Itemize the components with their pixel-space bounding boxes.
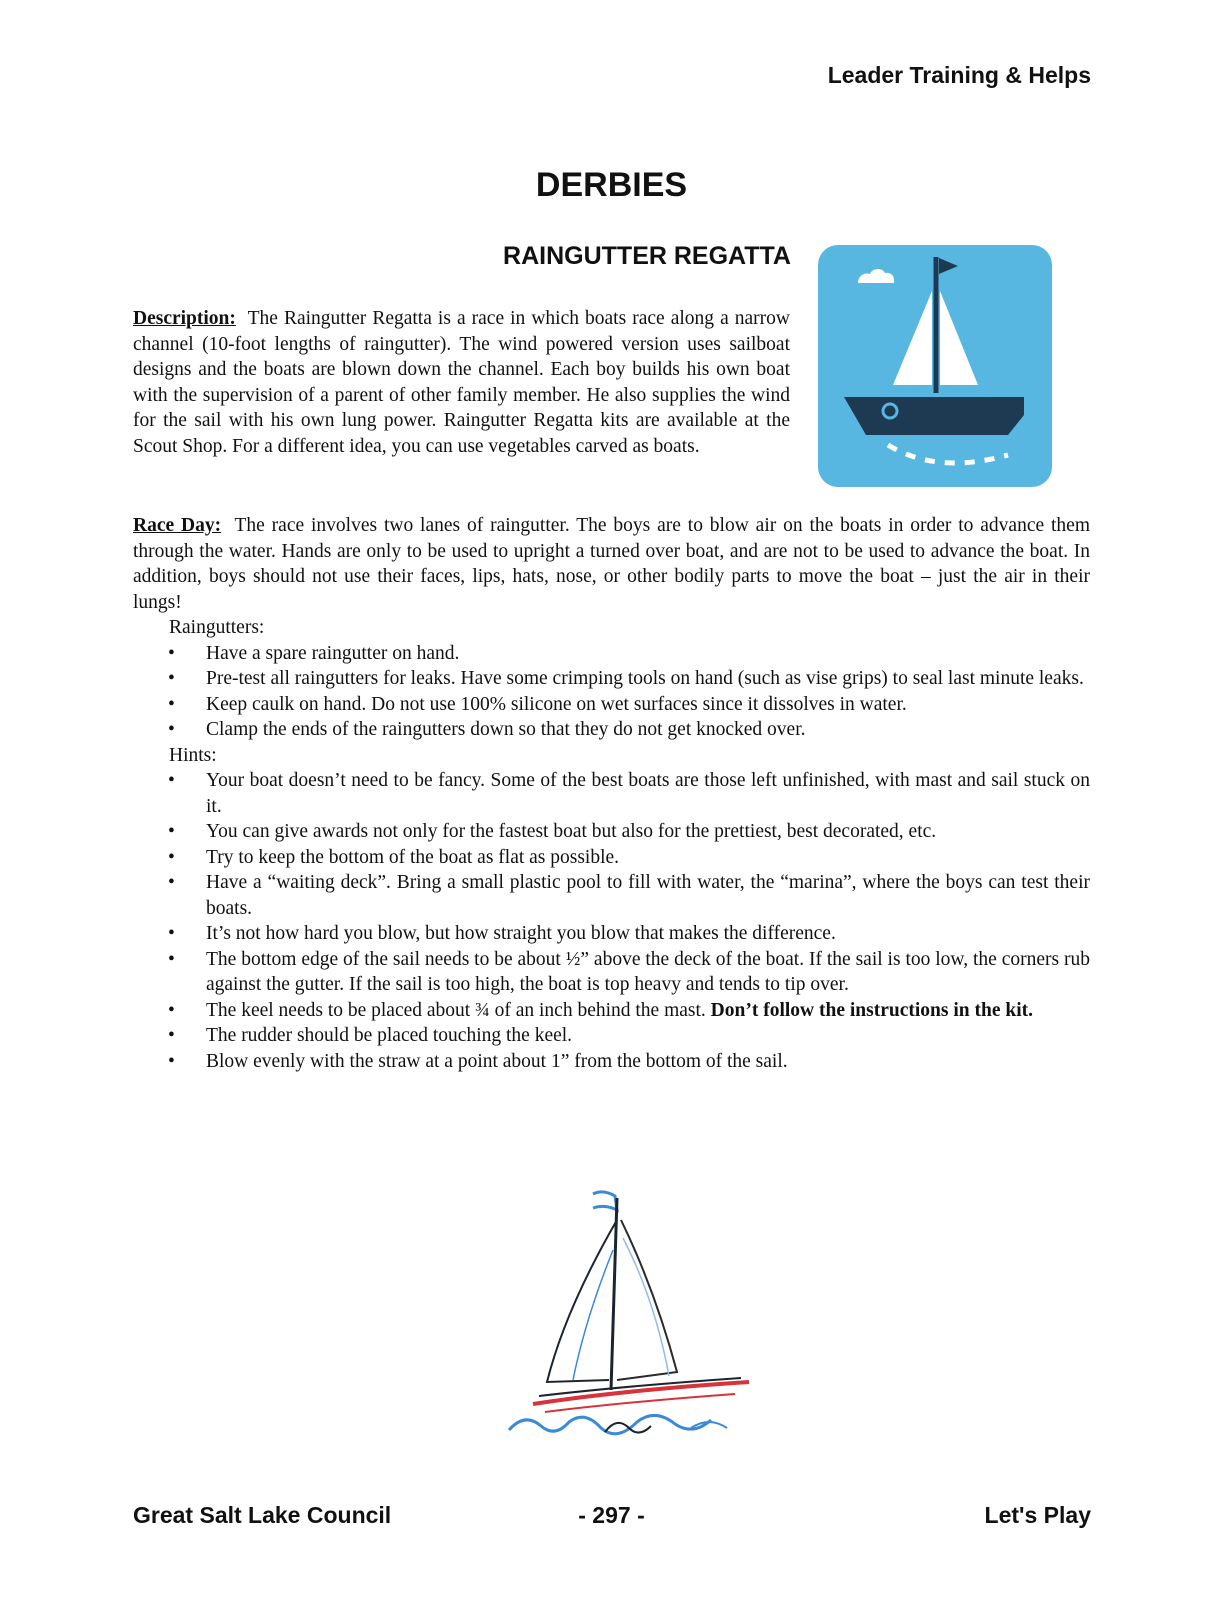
description-text: The Raingutter Regatta is a race in which boats race along a narrow channel (10-foot lengths of raingutter). The wind powered version uses sailboat designs and the boats are blown down the channel. Each boy builds his own boat with the supervision of a parent of other family member. He also supplies the wind for the sail with his own lung power. Raingutter Regatta kits are available at the Scout Shop. For a different idea, you can use vegetables carved as boats. [133, 308, 790, 457]
race-day-text: The race involves two lanes of raingutter. The boys are to blow air on the boats in order to advance them through the water. Hands are only to be used to upright a turned over boat, and are not to be used to advance the boat. In addition, boys should not use their faces, lips, hats, nose, or other bodily parts to move the boat – just the air in their lungs! [133, 515, 1090, 613]
list-item: • Keep caulk on hand. Do not use 100% silicone on wet surfaces since it dissolves in water. [133, 692, 1090, 718]
page-subtitle: RAINGUTTER REGATTA [503, 242, 791, 270]
list-item: • Clamp the ends of the raingutters down so that they do not get knocked over. [133, 717, 1090, 743]
footer-council: Great Salt Lake Council [133, 1502, 392, 1528]
hints-list [133, 768, 1090, 1074]
raingutters-list [133, 641, 1090, 743]
footer-book-title: Let's Play [984, 1502, 1091, 1528]
list-item: • The rudder should be placed touching the keel. [133, 1023, 1090, 1049]
list-item: • Your boat doesn’t need to be fancy. Some of the best boats are those left unfinished, with mast and sail stuck on it. [133, 768, 1090, 819]
list-item: • Try to keep the bottom of the boat as flat as possible. [133, 845, 1090, 871]
keel-bold-note: Don’t follow the instructions in the kit. [710, 999, 1033, 1021]
header-section-title: Leader Training & Helps [827, 62, 1091, 88]
sailboat-icon [818, 245, 1052, 487]
list-item: • The bottom edge of the sail needs to be about ½” above the deck of the boat. If the sail is too low, the corners rub against the gutter. If the sail is too high, the boat is top heavy and tends to tip over. [133, 947, 1090, 998]
race-day-paragraph [133, 513, 1090, 615]
list-item: • You can give awards not only for the fastest boat but also for the prettiest, best decorated, etc. [133, 819, 1090, 845]
list-item-keel [133, 998, 1090, 1024]
sailboat-sketch-illustration [505, 1190, 775, 1462]
raingutters-heading: Raingutters: [169, 617, 265, 638]
list-item: • Blow evenly with the straw at a point about 1” from the bottom of the sail. [133, 1049, 1090, 1075]
description-label: Description: [133, 308, 236, 329]
page-title: DERBIES [535, 166, 688, 204]
list-item: • It’s not how hard you blow, but how straight you blow that makes the difference. [133, 921, 1090, 947]
list-item: • Have a spare raingutter on hand. [133, 641, 1090, 667]
footer-page-number: - 297 - [578, 1502, 645, 1528]
list-item: • Have a “waiting deck”. Bring a small plastic pool to fill with water, the “marina”, where the boys can test their boats. [133, 870, 1090, 921]
list-item: • Pre-test all raingutters for leaks. Have some crimping tools on hand (such as vise grips) to seal last minute leaks. [133, 666, 1090, 692]
keel-text: The keel needs to be placed about ¾ of an inch behind the mast. [206, 999, 706, 1021]
description-paragraph [133, 306, 790, 459]
race-day-label: Race Day: [133, 515, 222, 536]
race-day-section [133, 513, 1090, 1074]
hints-heading: Hints: [169, 744, 217, 766]
